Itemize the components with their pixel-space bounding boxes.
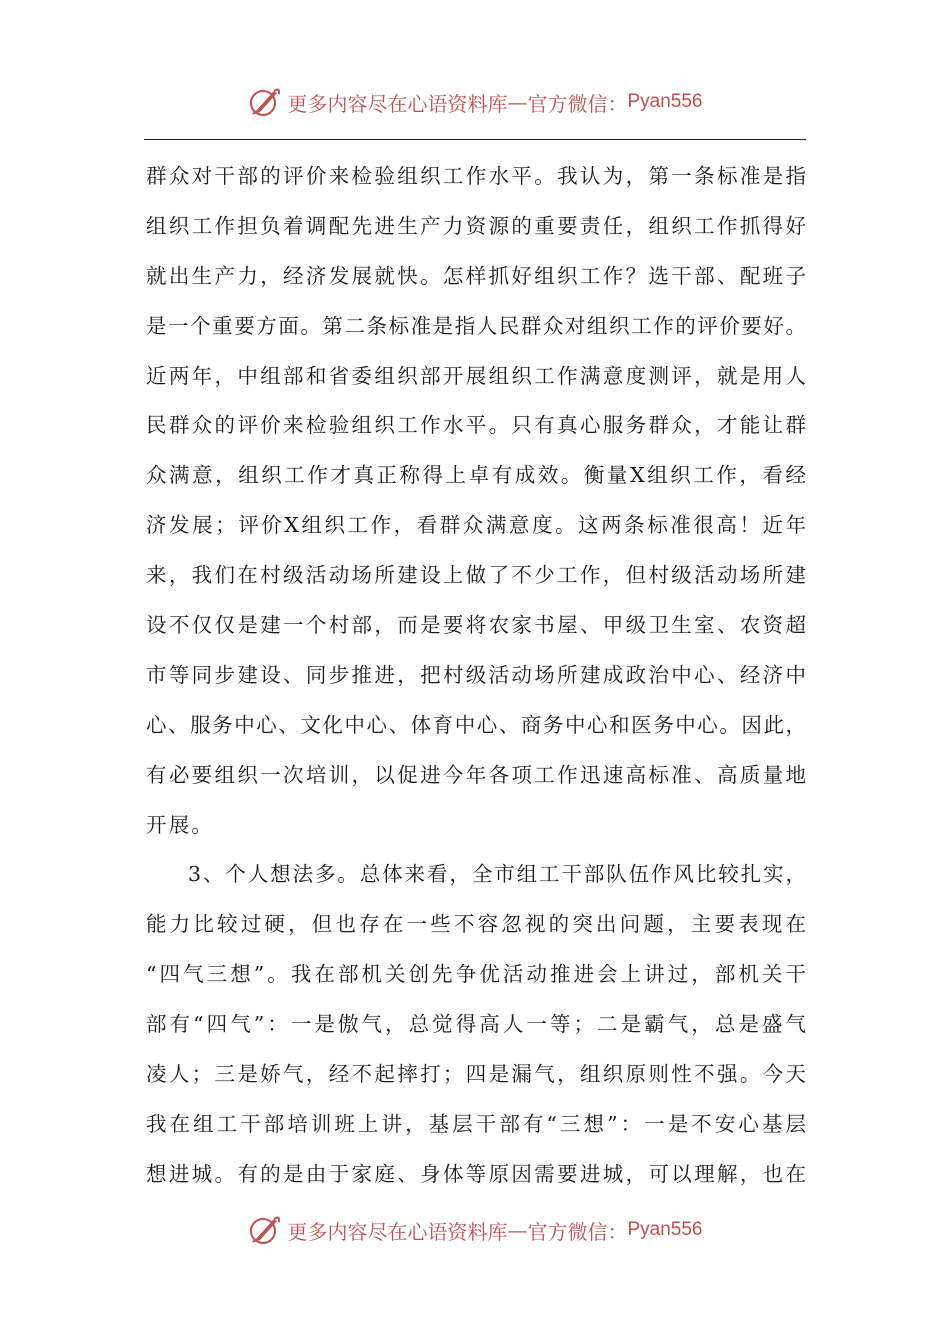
text-line: 市等同步建设、同步推进，把村级活动场所建成政治中心、经济中 (146, 662, 806, 687)
text-line: 我在组工干部培训班上讲，基层干部有“三想”：一是不安心基层 (146, 1111, 806, 1136)
text-line: 来，我们在村级活动场所建设上做了不少工作，但村级活动场所建 (146, 563, 806, 588)
text-line: 组织工作担负着调配先进生产力资源的重要责任，组织工作抓得好 (146, 213, 806, 238)
banner-separator: — (507, 1218, 528, 1242)
text-line: 民群众的评价来检验组织工作水平。只有真心服务群众，才能让群 (146, 413, 806, 438)
wechat-id: Pyan556 (627, 1219, 703, 1240)
footer-banner (0, 1210, 950, 1250)
text-line: 部有“四气”：一是傲气，总觉得高人一等；二是霸气，总是盛气 (146, 1012, 806, 1037)
wechat-label: 官方微信： (527, 91, 628, 116)
header-banner (0, 82, 950, 122)
text-line: 济发展；评价X组织工作，看群众满意度。这两条标准很高！近年 (146, 513, 806, 538)
text-line: 有必要组织一次培训，以促进今年各项工作迅速高标准、高质量地 (146, 762, 806, 787)
text-line: 近两年，中组部和省委组织部开展组织工作满意度测评，就是用人 (146, 363, 806, 388)
text-line: 设不仅仅是建一个村部，而是要将农家书屋、甲级卫生室、农资超 (146, 613, 806, 638)
quill-pen-icon (247, 84, 283, 120)
text-line: 就出生产力，经济发展就快。怎样抓好组织工作？选干部、配班子 (146, 263, 806, 288)
text-line: 3、个人想法多。总体来看，全市组工干部队伍作风比较扎实， (188, 862, 806, 887)
text-line: “四气三想”。我在部机关创先争优活动推进会上讲过，部机关干 (146, 962, 806, 987)
text-line: 开展。 (146, 812, 215, 837)
header-rule (144, 139, 806, 140)
wechat-id: Pyan556 (627, 91, 703, 112)
text-line: 是一个重要方面。第二条标准是指人民群众对组织工作的评价要好。 (146, 313, 806, 338)
brand-text: 更多内容尽在心语资料库 (287, 91, 508, 116)
quill-pen-icon (247, 1212, 283, 1248)
document-body (146, 152, 806, 1200)
text-line: 群众对干部的评价来检验组织工作水平。我认为，第一条标准是指 (146, 164, 806, 188)
text-line: 心、服务中心、文化中心、体育中心、商务中心和医务中心。因此， (146, 712, 806, 737)
text-line: 想进城。有的是由于家庭、身体等原因需要进城，可以理解，也在 (146, 1161, 806, 1186)
wechat-label: 官方微信： (527, 1219, 628, 1244)
text-line: 凌人；三是娇气，经不起摔打；四是漏气，组织原则性不强。今天 (146, 1062, 806, 1087)
banner-separator: — (507, 90, 528, 114)
brand-text: 更多内容尽在心语资料库 (287, 1219, 508, 1244)
text-line: 能力比较过硬，但也存在一些不容忽视的突出问题，主要表现在 (146, 912, 806, 937)
text-line: 众满意，组织工作才真正称得上卓有成效。衡量X组织工作，看经 (146, 463, 806, 488)
